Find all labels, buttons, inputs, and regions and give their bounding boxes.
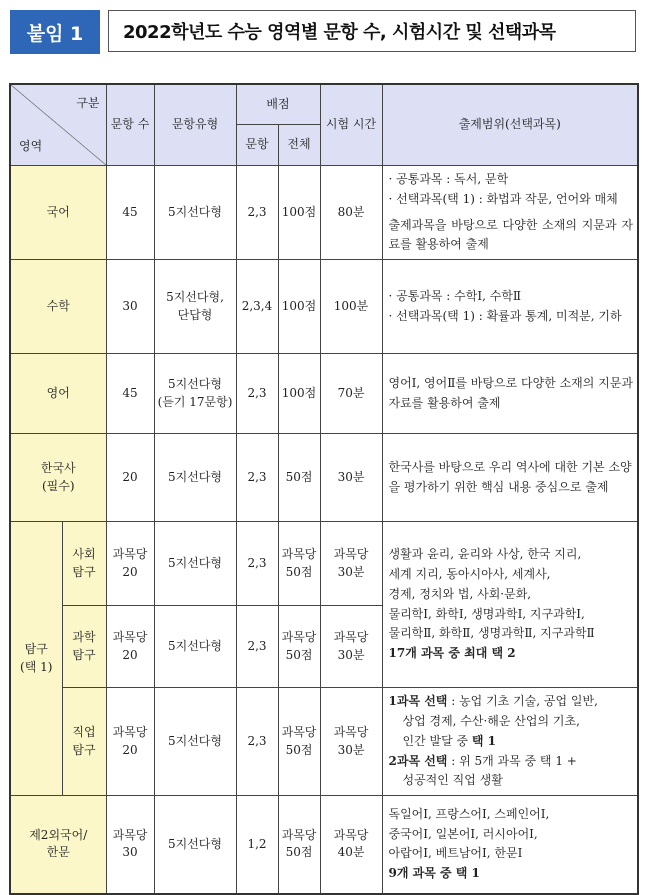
sub-area-line: 과학: [72, 630, 96, 645]
social-type: 5지선다형: [154, 522, 236, 606]
history-type: 5지선다형: [154, 434, 236, 522]
sub-area-line: 탐구: [72, 647, 96, 662]
vocational-total: [278, 688, 320, 796]
area-foreign: [10, 796, 106, 894]
header-row-1: [10, 84, 638, 125]
science-total: [278, 606, 320, 688]
foreign-per: 1,2: [236, 796, 278, 894]
cell-line: 과목당: [281, 547, 317, 562]
area-inquiry: [10, 522, 62, 796]
exam-time-header: 시험 시간: [320, 84, 382, 166]
cell-line: 50점: [285, 564, 313, 579]
scope-text: 인간 발달 중: [402, 733, 472, 748]
foreign-area-line: 한문: [46, 845, 70, 860]
cell-line: 50점: [285, 845, 313, 860]
scope-line: 독일어Ⅰ, 프랑스어Ⅰ, 스페인어Ⅰ,: [388, 806, 550, 821]
area-math: 수학: [10, 260, 106, 354]
cell-line: 40분: [337, 845, 365, 860]
cell-line: 과목당: [333, 547, 369, 562]
scope-line: · 공통과목 : 독서, 문학: [388, 172, 509, 186]
foreign-type: 5지선다형: [154, 796, 236, 894]
math-type-line: 5지선다형,: [166, 290, 224, 305]
cell-line: 20: [122, 564, 138, 579]
foreign-area-line: 제2외국어/: [29, 828, 88, 843]
scope-line: 성공적인 직업 생활: [402, 773, 503, 788]
history-area-line: 한국사: [40, 461, 76, 476]
korean-type: 5지선다형: [154, 166, 236, 260]
social-time: [320, 522, 382, 606]
scope-label: 택 1: [471, 733, 497, 748]
social-total: [278, 522, 320, 606]
scope-line: · 공통과목 : 수학Ⅰ, 수학Ⅱ: [388, 288, 522, 303]
scope-line: 물리학Ⅱ, 화학Ⅱ, 생명과학Ⅱ, 지구과학Ⅱ: [388, 626, 595, 641]
foreign-total: [278, 796, 320, 894]
scope-line: 중국어Ⅰ, 일본어Ⅰ, 러시아어Ⅰ,: [388, 826, 538, 841]
vocational-num: [106, 688, 154, 796]
table-row-math: [10, 260, 638, 354]
vocational-per: 2,3: [236, 688, 278, 796]
science-type: 5지선다형: [154, 606, 236, 688]
science-per: 2,3: [236, 606, 278, 688]
scope-line: 세계 지리, 동아시아사, 세계사,: [388, 567, 551, 582]
social-per: 2,3: [236, 522, 278, 606]
english-per: 2,3: [236, 354, 278, 434]
scope-line: 출제과목을 바탕으로 다양한 소재의 지문과 자료를 활용하여 출제: [388, 217, 633, 252]
korean-total: 100점: [278, 166, 320, 260]
scope-line: [389, 732, 634, 752]
scope-line: · 선택과목(택 1) : 화법과 작문, 언어와 매체: [388, 191, 618, 206]
english-num: 45: [106, 354, 154, 434]
scope-label: 1과목 선택: [388, 694, 448, 709]
history-area-line: (필수): [41, 478, 75, 493]
scope-line: · 선택과목(택 1) : 확률과 통계, 미적분, 기하: [388, 308, 622, 323]
area-header: 영역: [19, 138, 43, 153]
score-per-item-header: 문항: [236, 125, 278, 166]
scope-line: 물리학Ⅰ, 화학Ⅰ, 생명과학Ⅰ, 지구과학Ⅰ,: [388, 606, 585, 621]
scope-text: : 위 5개 과목 중 택 1 +: [447, 753, 577, 768]
history-time: 30분: [320, 434, 382, 522]
english-time: 70분: [320, 354, 382, 434]
foreign-num: [106, 796, 154, 894]
cell-line: 과목당: [112, 725, 148, 740]
cell-line: 과목당: [333, 725, 369, 740]
cell-line: 50점: [285, 647, 313, 662]
page-title: 2022학년도 수능 영역별 문항 수, 시험시간 및 선택과목: [108, 10, 636, 52]
sub-area-vocational: [62, 688, 106, 796]
history-num: 20: [106, 434, 154, 522]
sub-area-line: 탐구: [72, 564, 96, 579]
scope-line: [389, 752, 634, 772]
korean-per: 2,3: [236, 166, 278, 260]
area-english: 영어: [10, 354, 106, 434]
cell-line: 과목당: [112, 547, 148, 562]
cell-line: 20: [122, 647, 138, 662]
sub-area-line: 직업: [72, 725, 96, 740]
science-num: [106, 606, 154, 688]
question-type-header: 문항유형: [154, 84, 236, 166]
diagonal-header-cell: [10, 84, 106, 166]
scope-line: 생활과 윤리, 윤리와 사상, 한국 지리,: [388, 547, 582, 562]
vocational-type: 5지선다형: [154, 688, 236, 796]
history-per: 2,3: [236, 434, 278, 522]
math-total: 100점: [278, 260, 320, 354]
cell-line: 과목당: [281, 630, 317, 645]
korean-num: 45: [106, 166, 154, 260]
cell-line: 30분: [337, 647, 365, 662]
korean-scope: [382, 166, 638, 260]
attachment-badge: 붙임 1: [10, 10, 100, 54]
math-num: 30: [106, 260, 154, 354]
sub-area-line: 사회: [72, 547, 96, 562]
sub-area-social: [62, 522, 106, 606]
exam-table: [9, 83, 639, 895]
table-row-social: [10, 522, 638, 606]
cell-line: 30분: [337, 564, 365, 579]
foreign-time: [320, 796, 382, 894]
table-row-vocational: [10, 688, 638, 796]
cell-line: 과목당: [112, 828, 148, 843]
cell-line: 30: [122, 845, 138, 860]
scope-line: [389, 692, 634, 712]
scope-label: 2과목 선택: [388, 753, 448, 768]
math-type-line: 단답형: [177, 307, 213, 322]
table-row-korean: [10, 166, 638, 260]
cell-line: 과목당: [281, 828, 317, 843]
social-science-scope: [382, 522, 638, 688]
cell-line: 20: [122, 742, 138, 757]
scope-line: 17개 과목 중 최대 택 2: [388, 646, 516, 661]
english-type-line: (듣기 17문항): [157, 394, 233, 409]
table-row-foreign: [10, 796, 638, 894]
math-type: [154, 260, 236, 354]
vocational-scope: [382, 688, 638, 796]
num-questions-header: 문항 수: [106, 84, 154, 166]
english-scope: 영어Ⅰ, 영어Ⅱ를 바탕으로 다양한 소재의 지문과 자료를 활용하여 출제: [382, 354, 638, 434]
scope-text: : 농업 기초 기술, 공업 일반,: [447, 694, 598, 709]
scope-line: 9개 과목 중 택 1: [388, 866, 480, 881]
score-total-header: 전체: [278, 125, 320, 166]
scope-line: 경제, 정치와 법, 사회·문화,: [388, 586, 532, 601]
header: [10, 10, 638, 54]
sub-area-line: 탐구: [72, 742, 96, 757]
scope-line: 상업 경제, 수산·해운 산업의 기초,: [402, 713, 580, 728]
korean-time: 80분: [320, 166, 382, 260]
math-per: 2,3,4: [236, 260, 278, 354]
score-header: 배점: [236, 84, 320, 125]
science-time: [320, 606, 382, 688]
vocational-time: [320, 688, 382, 796]
area-history: [10, 434, 106, 522]
english-total: 100점: [278, 354, 320, 434]
scope-line: 아랍어Ⅰ, 베트남어Ⅰ, 한문Ⅰ: [388, 846, 523, 861]
cell-line: 30분: [337, 742, 365, 757]
sub-area-science: [62, 606, 106, 688]
math-scope: [382, 260, 638, 354]
english-type-line: 5지선다형: [167, 377, 222, 392]
inquiry-area-line: 탐구: [24, 642, 48, 657]
history-scope: 한국사를 바탕으로 우리 역사에 대한 기본 소양을 평가하기 위한 핵심 내용 중심으로 출제: [382, 434, 638, 522]
math-time: 100분: [320, 260, 382, 354]
cell-line: 과목당: [333, 828, 369, 843]
area-korean: 국어: [10, 166, 106, 260]
inquiry-area-line: (택 1): [20, 659, 53, 674]
social-num: [106, 522, 154, 606]
foreign-scope: [382, 796, 638, 894]
history-total: 50점: [278, 434, 320, 522]
cell-line: 과목당: [333, 630, 369, 645]
category-header: 구분: [76, 96, 100, 110]
cell-line: 과목당: [112, 630, 148, 645]
scope-header: 출제범위(선택과목): [382, 84, 638, 166]
english-type: [154, 354, 236, 434]
cell-line: 50점: [285, 742, 313, 757]
table-row-history: [10, 434, 638, 522]
cell-line: 과목당: [281, 725, 317, 740]
table-row-english: [10, 354, 638, 434]
